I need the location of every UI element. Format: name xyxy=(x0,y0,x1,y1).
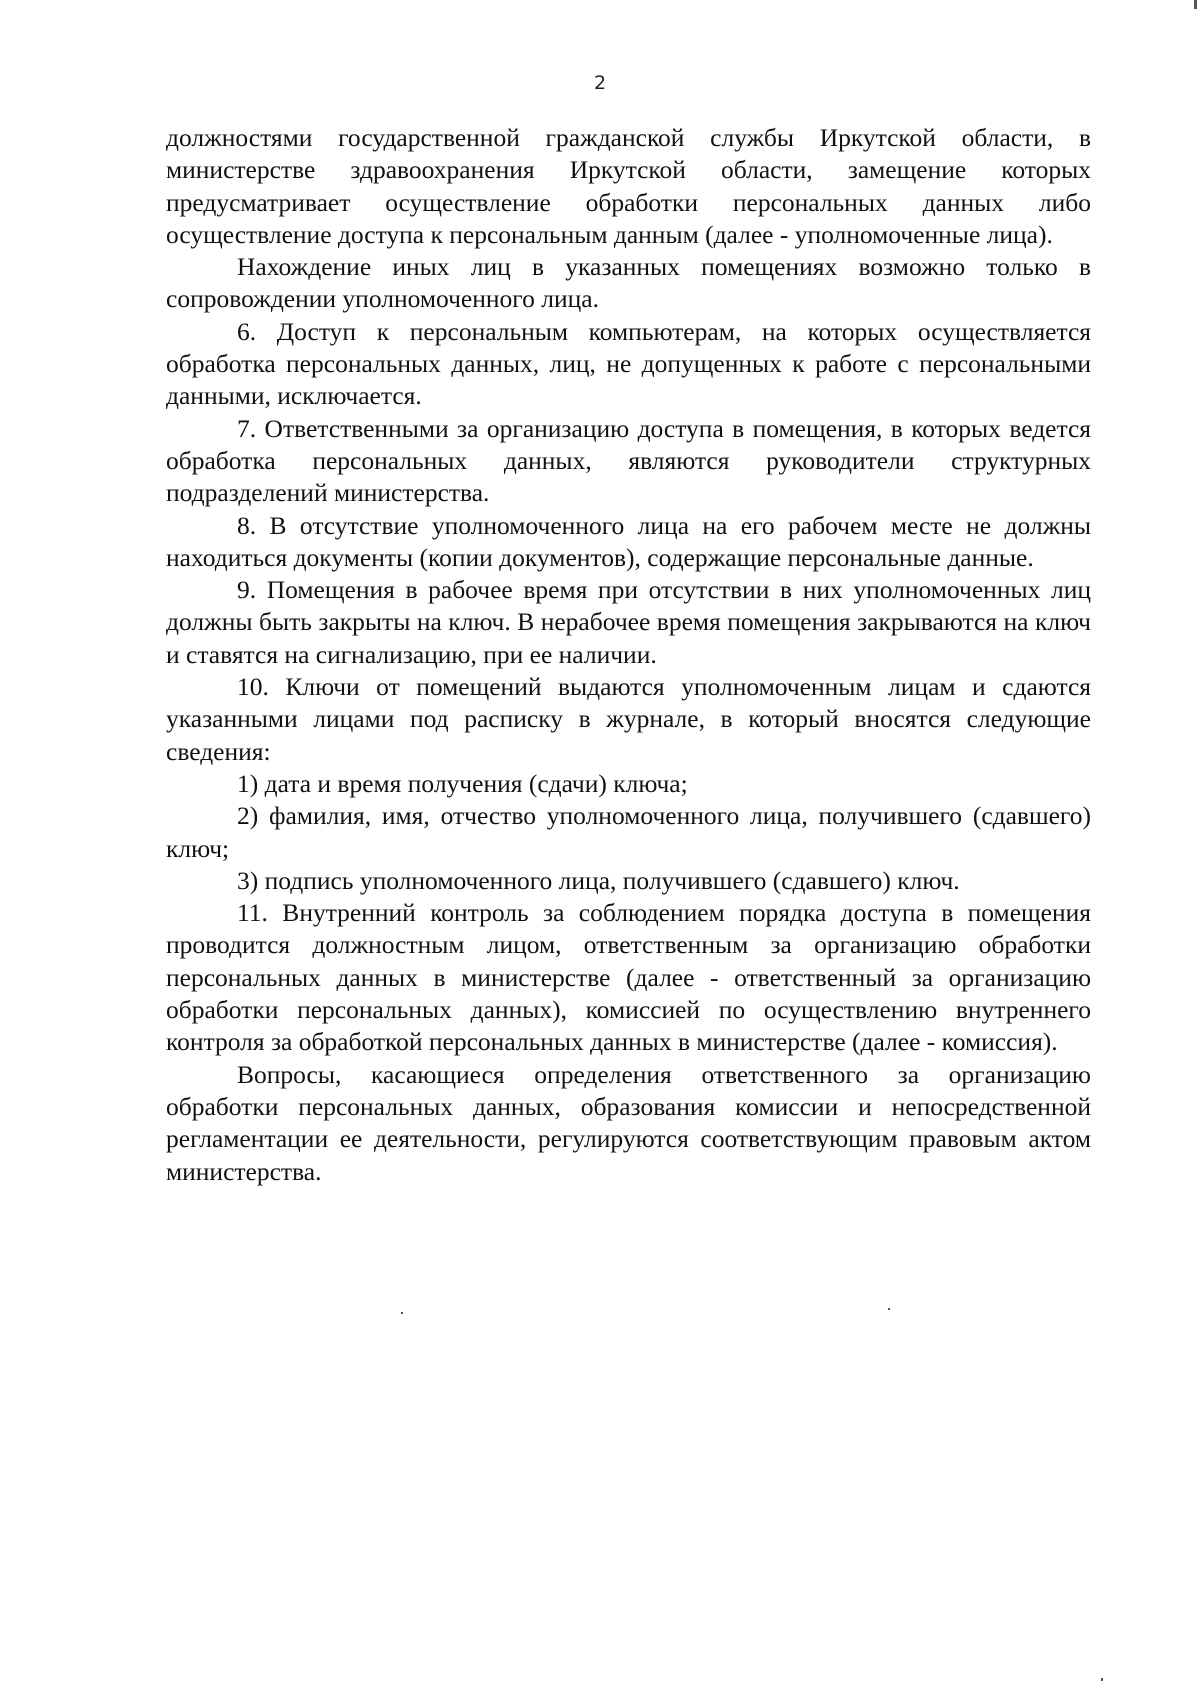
paragraph-item-11: 11. Внутренний контроль за соблюдением порядка доступа в помещения проводится должностным лицом, ответственным за организацию обработки персональных данных в министерстве (далее - ответственный за организацию обработки персональных данных), комиссией по осуществлению внутреннего контроля за обработкой персональных данных в министерстве (далее - комиссия). xyxy=(166,898,1091,1057)
scan-speck xyxy=(1194,0,1197,9)
scan-speck xyxy=(888,1308,890,1310)
page-number: 2 xyxy=(593,72,607,94)
paragraph-item-9: 9. Помещения в рабочее время при отсутствии в них уполномоченных лиц должны быть закрыты на ключ. В нерабочее время помещения закрываются на ключ и ставятся на сигнализацию, при ее наличии. xyxy=(166,575,1091,669)
scan-speck xyxy=(1101,1678,1103,1681)
paragraph-item-7: 7. Ответственными за организацию доступа в помещения, в которых ведется обработка персональных данных, являются руководители структурных подразделений министерства. xyxy=(166,413,1091,508)
paragraph-other-persons: Нахождение иных лиц в указанных помещениях возможно только в сопровождении уполномоченного лица. xyxy=(166,252,1091,314)
scan-speck xyxy=(401,1312,403,1314)
paragraph-questions: Вопросы, касающиеся определения ответственного за организацию обработки персональных данных, образования комиссии и непосредственной регламентации ее деятельности, регулируются соответствующим правовым актом министерства. xyxy=(166,1059,1091,1186)
paragraph-continuation: должностями государственной гражданской службы Иркутской области, в министерстве здравоохранения Иркутской области, замещение которых предусматривает осуществление обработки персональных данных либо осуществление доступа к персональным данным (далее - уполномоченные лица). xyxy=(166,123,1091,249)
list-item-1: 1) дата и время получения (сдачи) ключа; xyxy=(237,768,688,798)
paragraph-item-6: 6. Доступ к персональным компьютерам, на которых осуществляется обработка персональных данных, лиц, не допущенных к работе с персональными данными, исключается. xyxy=(166,316,1091,411)
paragraph-item-10: 10. Ключи от помещений выдаются уполномоченным лицам и сдаются указанными лицами под расписку в журнале, в который вносятся следующие сведения: xyxy=(166,672,1091,766)
list-item-2: 2) фамилия, имя, отчество уполномоченного лица, получившего (сдавшего) ключ; xyxy=(166,801,1091,863)
paragraph-item-8: 8. В отсутствие уполномоченного лица на его рабочем месте не должны находиться документы (копии документов), содержащие персональные данные. xyxy=(166,510,1091,572)
list-item-3: 3) подпись уполномоченного лица, получившего (сдавшего) ключ. xyxy=(237,865,960,895)
document-body xyxy=(166,122,1091,1188)
